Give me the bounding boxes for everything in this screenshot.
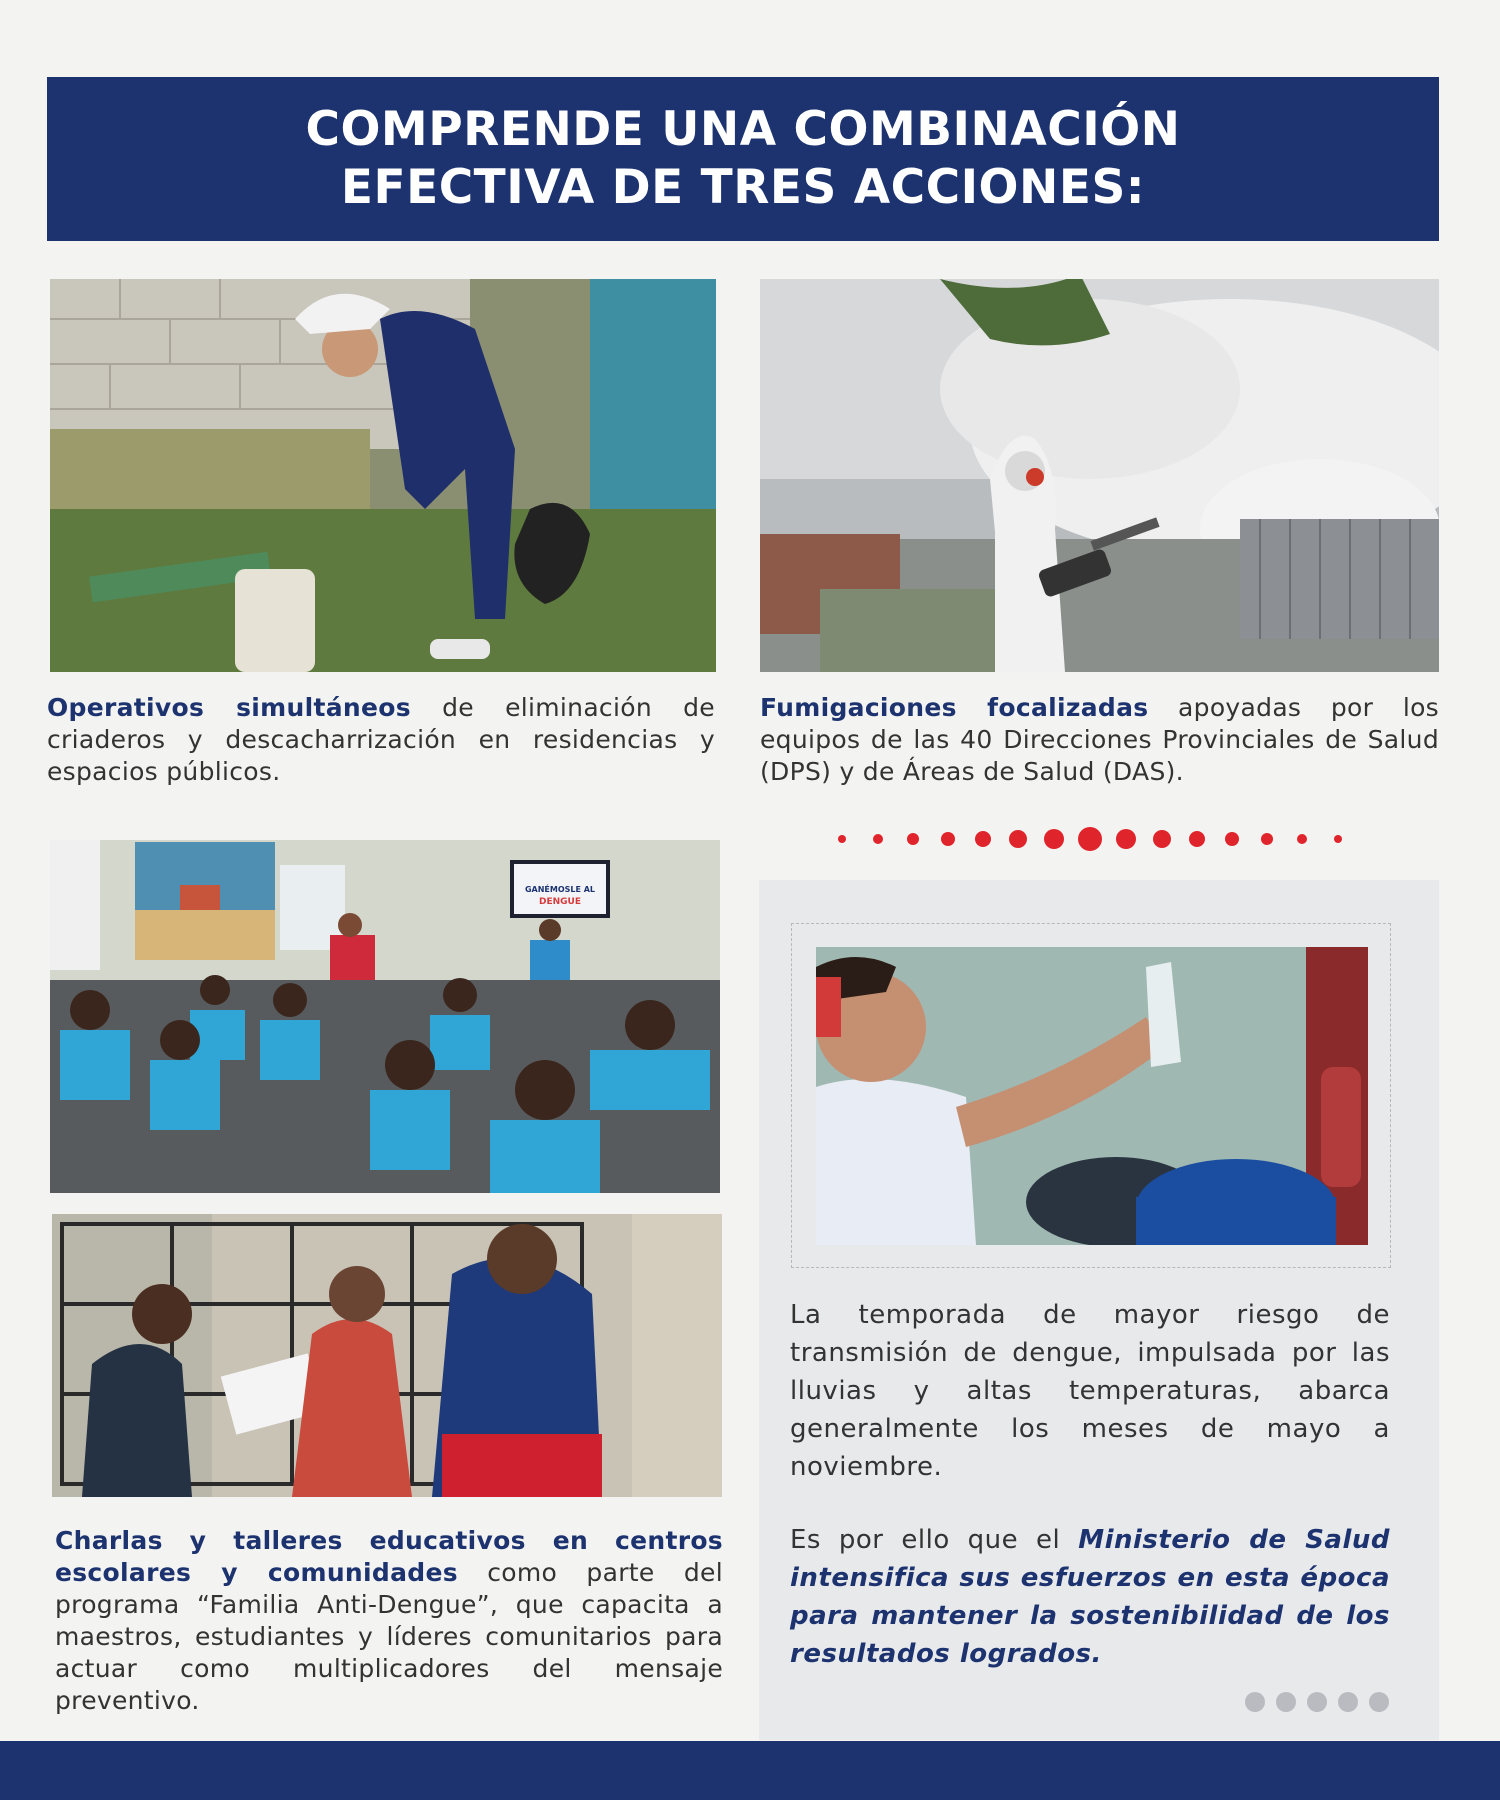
caption-action-3	[55, 1525, 723, 1717]
photo-community-visit	[52, 1214, 722, 1497]
caption-action-1-highlight: Operativos simultáneos	[47, 693, 411, 722]
header-title-line-1: COMPRENDE UNA COMBINACIÓN	[305, 102, 1181, 157]
photo-water-inspection	[816, 947, 1368, 1245]
caption-action-3-text: como parte del programa “Familia Anti-Dengue”, que capacita a maestros, estudiantes y líderes comunitarios para actuar como multiplicadores del mensaje preventivo.	[55, 1558, 723, 1715]
gray-dot	[1369, 1692, 1389, 1712]
footer-bar	[0, 1741, 1500, 1800]
photo-fumigation	[760, 279, 1439, 672]
caption-action-2-text: apoyadas por los equipos de las 40 Direcciones Provinciales de Salud (DPS) y de Áreas de Salud (DAS).	[760, 693, 1439, 786]
panel-paragraph-2-emphasis: Ministerio de Salud intensifica sus esfuerzos en esta época para mantener la sostenibilidad de los resultados logrados.	[790, 1525, 1390, 1669]
photo-container-elimination	[50, 279, 716, 672]
caption-action-1	[47, 692, 715, 788]
gray-dots-decoration	[1245, 1692, 1389, 1712]
gray-dot	[1338, 1692, 1358, 1712]
caption-action-1-text: de eliminación de criaderos y descacharrización en residencias y espacios públicos.	[47, 693, 715, 786]
header-title-line-2: EFECTIVA DE TRES ACCIONES:	[340, 160, 1146, 215]
panel-paragraph-2	[790, 1521, 1390, 1673]
panel-paragraph-2-plain: Es por ello que el	[790, 1525, 1079, 1555]
gray-dot	[1245, 1692, 1265, 1712]
screen-line-1: GANÉMOSLE AL	[524, 885, 596, 894]
red-dots-divider	[830, 824, 1350, 854]
gray-dot	[1307, 1692, 1327, 1712]
panel-paragraph-1: La temporada de mayor riesgo de transmisión de dengue, impulsada por las lluvias y altas temperaturas, abarca generalmente los meses de mayo a noviembre.	[790, 1300, 1390, 1482]
caption-action-2	[760, 692, 1439, 788]
photo-classroom-talk	[50, 840, 720, 1193]
caption-action-2-highlight: Fumigaciones focalizadas	[760, 693, 1149, 722]
caption-action-3-highlight: Charlas y talleres educativos en centros escolares y comunidades	[55, 1526, 723, 1587]
screen-line-2: DENGUE	[539, 897, 581, 907]
gray-dot	[1276, 1692, 1296, 1712]
header-banner	[47, 77, 1439, 241]
